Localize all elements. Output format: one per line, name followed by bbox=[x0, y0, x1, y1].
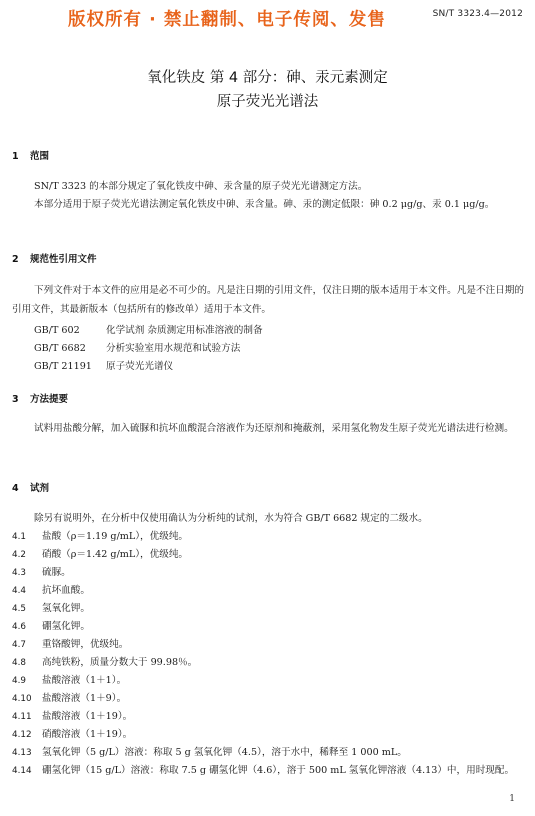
section-heading-scope bbox=[12, 148, 49, 162]
reagent-text: 硼氢化钾（15 g/L）溶液：称取 7.5 g 硼氢化钾（4.6），溶于 500 mL 氢氧化钾溶液（4.13）中，用时现配。 bbox=[42, 765, 515, 776]
reagent-text: 盐酸溶液（1＋19）。 bbox=[42, 711, 133, 722]
reagent-text: 硼氢化钾。 bbox=[42, 621, 90, 632]
reagent-text: 抗坏血酸。 bbox=[42, 585, 90, 596]
reagent-number: 4.6 bbox=[12, 622, 26, 632]
reagent-text: 硫脲。 bbox=[42, 567, 71, 578]
scope-paragraph-1: SN/T 3323 的本部分规定了氧化铁皮中砷、汞含量的原子荧光光谱测定方法。 bbox=[34, 181, 368, 192]
reagent-item bbox=[12, 672, 524, 691]
section-title: 范围 bbox=[30, 151, 50, 162]
reagent-item bbox=[12, 618, 524, 637]
section-title: 方法提要 bbox=[30, 394, 69, 405]
reagent-item bbox=[12, 654, 524, 673]
reagent-item bbox=[12, 528, 524, 547]
reagent-item bbox=[12, 636, 524, 655]
reagent-number: 4.4 bbox=[12, 586, 26, 596]
reagent-item bbox=[12, 708, 524, 727]
reagent-number: 4.14 bbox=[12, 766, 32, 776]
reference-item bbox=[34, 340, 240, 354]
section-title: 试剂 bbox=[30, 483, 50, 494]
reference-code: GB/T 21191 bbox=[34, 361, 92, 372]
reference-item bbox=[34, 358, 173, 372]
scope-paragraph-2: 本部分适用于原子荧光光谱法测定氧化铁皮中砷、汞含量。砷、汞的测定低限：砷 0.2 μg/g、汞 0.1 μg/g。 bbox=[34, 199, 495, 210]
document-subtitle: 原子荧光光谱法 bbox=[216, 94, 319, 110]
reagent-number: 4.2 bbox=[12, 550, 26, 560]
reference-code: GB/T 602 bbox=[34, 325, 80, 336]
reagent-number: 4.7 bbox=[12, 640, 26, 650]
reagent-text: 氢氧化钾（5 g/L）溶液：称取 5 g 氢氧化钾（4.5），溶于水中，稀释至 1 000 mL。 bbox=[42, 747, 407, 758]
references-paragraph: 下列文件对于本文件的应用是必不可少的。凡是注日期的引用文件，仅注日期的版本适用于本文件。凡是不注日期的引用文件，其最新版本（包括所有的修改单）适用于本文件。 bbox=[12, 285, 524, 315]
reagent-number: 4.11 bbox=[12, 712, 32, 722]
section-number: 2 bbox=[12, 254, 19, 265]
reagent-number: 4.13 bbox=[12, 748, 32, 758]
document-title: 氧化铁皮 第 4 部分：砷、汞元素测定 bbox=[147, 70, 388, 86]
reagent-text: 高纯铁粉，质量分数大于 99.98％。 bbox=[42, 657, 198, 668]
reference-code: GB/T 6682 bbox=[34, 343, 86, 354]
reagent-item bbox=[12, 600, 524, 619]
reagent-item bbox=[12, 690, 524, 709]
reagent-text: 硝酸（ρ＝1.42 g/mL），优级纯。 bbox=[42, 549, 189, 560]
reference-item bbox=[34, 322, 263, 336]
section-number: 4 bbox=[12, 483, 19, 494]
reagent-text: 盐酸溶液（1＋9）。 bbox=[42, 693, 127, 704]
section-heading-reagents bbox=[12, 480, 49, 494]
reagent-number: 4.3 bbox=[12, 568, 26, 578]
section-heading-method-summary bbox=[12, 391, 68, 405]
reagent-number: 4.8 bbox=[12, 658, 26, 668]
method-summary-paragraph: 试料用盐酸分解，加入硫脲和抗坏血酸混合溶液作为还原剂和掩蔽剂，采用氢化物发生原子荧光光谱法进行检测。 bbox=[34, 423, 514, 434]
reagent-item bbox=[12, 762, 524, 781]
section-title: 规范性引用文件 bbox=[30, 254, 97, 265]
reference-name: 分析实验室用水规范和试验方法 bbox=[106, 343, 241, 354]
copyright-watermark: 版权所有 · 禁止翻制、电子传阅、发售 bbox=[68, 10, 386, 30]
reagent-item bbox=[12, 564, 524, 583]
reagent-text: 盐酸溶液（1＋1）。 bbox=[42, 675, 127, 686]
reagent-number: 4.1 bbox=[12, 532, 26, 542]
reference-name: 原子荧光光谱仪 bbox=[106, 361, 174, 372]
reagent-item bbox=[12, 546, 524, 565]
section-number: 1 bbox=[12, 151, 19, 162]
reagent-number: 4.5 bbox=[12, 604, 26, 614]
page-number: 1 bbox=[509, 794, 515, 804]
reagent-number: 4.9 bbox=[12, 676, 26, 686]
section-number: 3 bbox=[12, 394, 19, 405]
reagent-text: 盐酸（ρ＝1.19 g/mL），优级纯。 bbox=[42, 531, 189, 542]
reagent-item bbox=[12, 582, 524, 601]
reagent-text: 硝酸溶液（1＋19）。 bbox=[42, 729, 133, 740]
reagent-number: 4.10 bbox=[12, 694, 32, 704]
reagent-number: 4.12 bbox=[12, 730, 32, 740]
reagent-item bbox=[12, 744, 524, 763]
section-heading-normative-references bbox=[12, 251, 97, 265]
reagents-paragraph: 除另有说明外，在分析中仅使用确认为分析纯的试剂，水为符合 GB/T 6682 规定的二级水。 bbox=[34, 513, 428, 524]
standard-code: SN/T 3323.4—2012 bbox=[432, 9, 523, 19]
reference-name: 化学试剂 杂质测定用标准溶液的制备 bbox=[106, 325, 263, 336]
reagent-item bbox=[12, 726, 524, 745]
reagent-text: 氢氧化钾。 bbox=[42, 603, 90, 614]
reagent-text: 重铬酸钾，优级纯。 bbox=[42, 639, 129, 650]
